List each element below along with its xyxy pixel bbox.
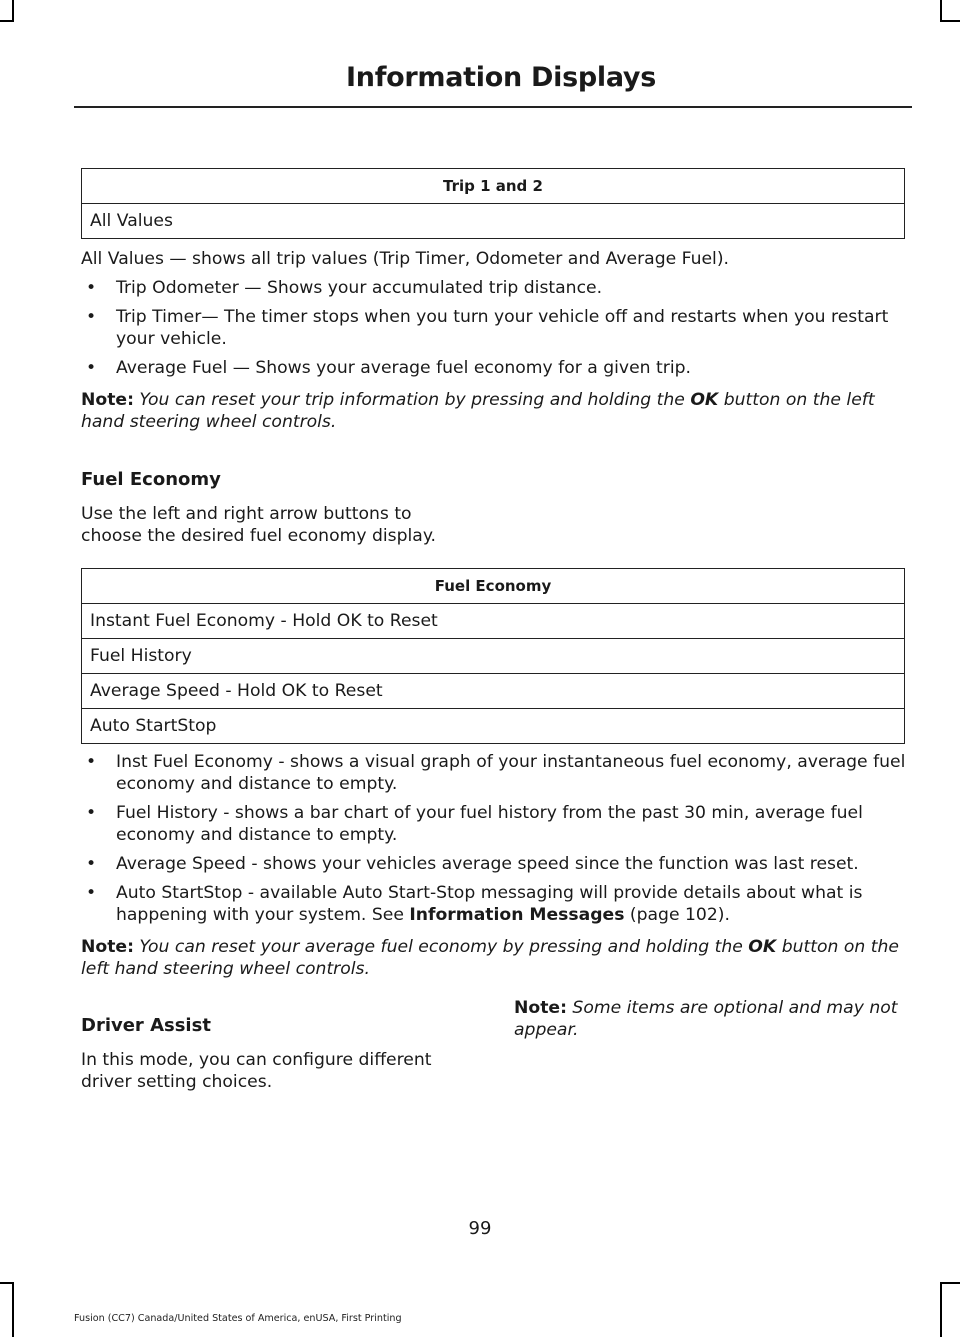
bullet-icon: • xyxy=(86,752,97,772)
note-text: button on the left hand steering wheel controls. xyxy=(81,937,899,979)
fuel-intro xyxy=(81,503,907,547)
crop-mark xyxy=(940,0,942,22)
list-item xyxy=(81,277,907,299)
table-row: Fuel History xyxy=(82,639,905,674)
list-item xyxy=(81,306,907,350)
list-item-text: Trip Odometer — Shows your accumulated trip distance. xyxy=(116,278,603,298)
table-header: Fuel Economy xyxy=(82,569,905,604)
table-row: Instant Fuel Economy - Hold OK to Reset xyxy=(82,604,905,639)
driver-assist-line: In this mode, you can configure different xyxy=(81,1050,432,1070)
fuel-bullet-list xyxy=(81,751,907,926)
page-number: 99 xyxy=(468,1218,492,1239)
crop-mark xyxy=(0,20,14,22)
list-item xyxy=(81,853,907,875)
fuel-intro-line: Use the left and right arrow buttons to xyxy=(81,504,412,524)
main-content xyxy=(81,168,907,980)
list-item xyxy=(81,882,907,926)
note-label: Note: xyxy=(81,390,134,410)
footer-text: Fusion (CC7) Canada/United States of America, enUSA, First Printing xyxy=(74,1313,402,1324)
list-item-text: Auto StartStop - available Auto Start-Stop messaging will provide details about what is happening with your system. See xyxy=(116,883,863,925)
note-text: button on the left hand steering wheel controls. xyxy=(81,390,875,432)
table-row: All Values xyxy=(82,204,905,239)
list-item-text: Trip Timer— The timer stops when you turn your vehicle off and restarts when you restart your vehicle. xyxy=(116,307,889,349)
note-text: You can reset your trip information by pressing and holding the xyxy=(139,390,685,410)
bullet-icon: • xyxy=(86,854,97,874)
ok-button-ref: OK xyxy=(748,937,777,957)
list-item xyxy=(81,357,907,379)
trip-intro: All Values — shows all trip values (Trip Timer, Odometer and Average Fuel). xyxy=(81,249,730,269)
page-title: Information Displays xyxy=(346,62,656,93)
note-label: Note: xyxy=(514,998,567,1018)
crop-mark xyxy=(12,0,14,22)
table-row: Average Speed - Hold OK to Reset xyxy=(82,674,905,709)
note-label: Note: xyxy=(81,937,134,957)
note-text: You can reset your average fuel economy by pressing and holding the xyxy=(139,937,743,957)
header-divider xyxy=(74,106,912,108)
table-header: Trip 1 and 2 xyxy=(82,169,905,204)
note-optional-column xyxy=(514,997,910,1041)
page-reference: (page 102). xyxy=(629,905,730,925)
bullet-icon: • xyxy=(86,307,97,327)
bullet-icon: • xyxy=(86,278,97,298)
cross-reference-link[interactable]: Information Messages xyxy=(409,905,625,925)
list-item-text: Fuel History - shows a bar chart of your fuel history from the past 30 min, average fuel economy and distance to empty. xyxy=(116,803,863,845)
section-heading-fuel-economy: Fuel Economy xyxy=(81,469,221,490)
crop-mark xyxy=(942,20,960,22)
note-fuel-reset xyxy=(81,936,907,980)
bullet-icon: • xyxy=(86,803,97,823)
section-heading-driver-assist: Driver Assist xyxy=(81,1015,211,1036)
bullet-icon: • xyxy=(86,358,97,378)
driver-assist-text xyxy=(81,1049,481,1093)
table-row: Auto StartStop xyxy=(82,709,905,744)
trip-bullet-list xyxy=(81,277,907,379)
note-trip-reset xyxy=(81,389,907,433)
crop-mark xyxy=(942,1282,960,1284)
ok-button-ref: OK xyxy=(690,390,719,410)
fuel-intro-line: choose the desired fuel economy display. xyxy=(81,526,437,546)
trip-table xyxy=(81,168,905,239)
list-item xyxy=(81,802,907,846)
list-item-text: Average Fuel — Shows your average fuel economy for a given trip. xyxy=(116,358,691,378)
list-item-text: Inst Fuel Economy - shows a visual graph of your instantaneous fuel economy, average fuel economy and distance to empty. xyxy=(116,752,906,794)
crop-mark xyxy=(0,1282,14,1284)
bullet-icon: • xyxy=(86,883,97,903)
fuel-economy-table xyxy=(81,568,905,744)
note-optional xyxy=(514,997,910,1041)
crop-mark xyxy=(940,1282,942,1337)
crop-mark xyxy=(12,1282,14,1337)
note-text: Some items are optional and may not appear. xyxy=(514,998,898,1040)
list-item xyxy=(81,751,907,795)
list-item-text: Average Speed - shows your vehicles average speed since the function was last reset. xyxy=(116,854,859,874)
driver-assist-column xyxy=(81,1015,481,1093)
driver-assist-line: driver setting choices. xyxy=(81,1072,273,1092)
